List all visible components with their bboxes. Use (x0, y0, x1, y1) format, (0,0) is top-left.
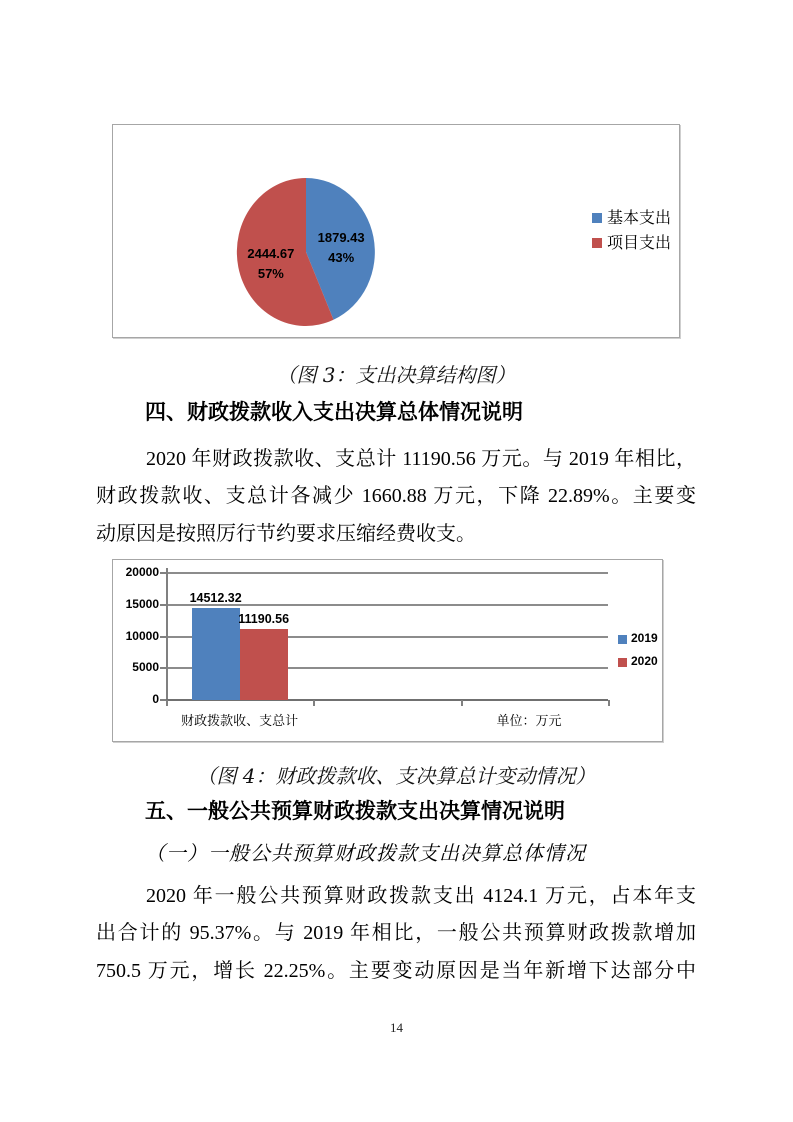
pie-data-label-percent: 43% (328, 250, 355, 266)
x-category-label: 财政拨款收、支总计 (181, 713, 299, 728)
y-axis-label: 0 (152, 692, 159, 706)
pie-data-label-value: 2444.67 (247, 245, 295, 261)
bar-legend-swatch-2020 (618, 658, 627, 667)
y-axis-label: 10000 (125, 628, 159, 643)
figure3-caption: （图 3：支出决算结构图） (276, 363, 516, 387)
y-axis-label: 20000 (125, 565, 159, 579)
paragraph-2 (96, 878, 696, 990)
section4-heading: 四、财政拨款收入支出决算总体情况说明 (145, 401, 523, 424)
paragraph-1-line-3: 动原因是按照厉行节约要求压缩经费收支。 (96, 522, 476, 545)
x-axis-tick (461, 700, 463, 706)
bar-legend-swatch-2019 (618, 635, 627, 644)
paragraph-2-line-1: 2020 年一般公共预算财政拨款支出 4124.1 万元，占本年支 (146, 885, 696, 907)
pie-data-label-percent: 57% (257, 265, 284, 281)
section5-heading: 五、一般公共预算财政拨款支出决算情况说明 (145, 800, 565, 823)
x-axis-tick (166, 700, 168, 706)
pie-legend-label: 基本支出 (607, 210, 672, 227)
bar-legend-label-2019: 2019 (631, 631, 658, 645)
pie-legend-swatch-undefined (592, 238, 602, 248)
paragraph-2-line-2: 出合计的 95.37%。与 2019 年相比，一般公共预算财政拨款增加 (96, 922, 696, 945)
bar-chart (112, 559, 663, 742)
pie-chart (112, 124, 680, 338)
y-axis-label: 5000 (132, 660, 159, 675)
pie-legend-label: 项目支出 (607, 235, 672, 252)
x-axis-tick (608, 700, 610, 706)
pie-legend-swatch-undefined (592, 213, 602, 223)
section5-subheading: （一）一般公共预算财政拨款支出决算总体情况 (145, 841, 586, 865)
bar-legend-label-2020: 2020 (631, 654, 658, 668)
figure4-caption: （图 4：财政拨款收、支决算总计变动情况） (196, 764, 596, 788)
paragraph-1-line-2: 财政拨款收、支总计各减少 1660.88 万元，下降 22.89%。主要变 (96, 485, 696, 508)
bar-value-label-2019: 14512.32 (189, 590, 242, 605)
page-number: 14 (390, 1020, 403, 1035)
gridline-20000 (166, 572, 608, 574)
x-axis-tick (313, 700, 315, 706)
bar-value-label-2020: 11190.56 (238, 611, 290, 626)
pie-data-label-value: 1879.43 (317, 230, 365, 246)
pie-svg (113, 125, 679, 337)
paragraph-2-line-3: 750.5 万元，增长 22.25%。主要变动原因是当年新增下达部分中 (96, 959, 696, 982)
unit-label: 单位：万元 (496, 713, 562, 728)
bar-2020 (240, 629, 288, 700)
paragraph-1 (96, 441, 696, 553)
paragraph-1-line-1: 2020 年财政拨款收、支总计 11190.56 万元。与 2019 年相比， (146, 448, 696, 470)
y-axis-line (166, 568, 168, 706)
y-axis-label: 15000 (125, 596, 159, 611)
